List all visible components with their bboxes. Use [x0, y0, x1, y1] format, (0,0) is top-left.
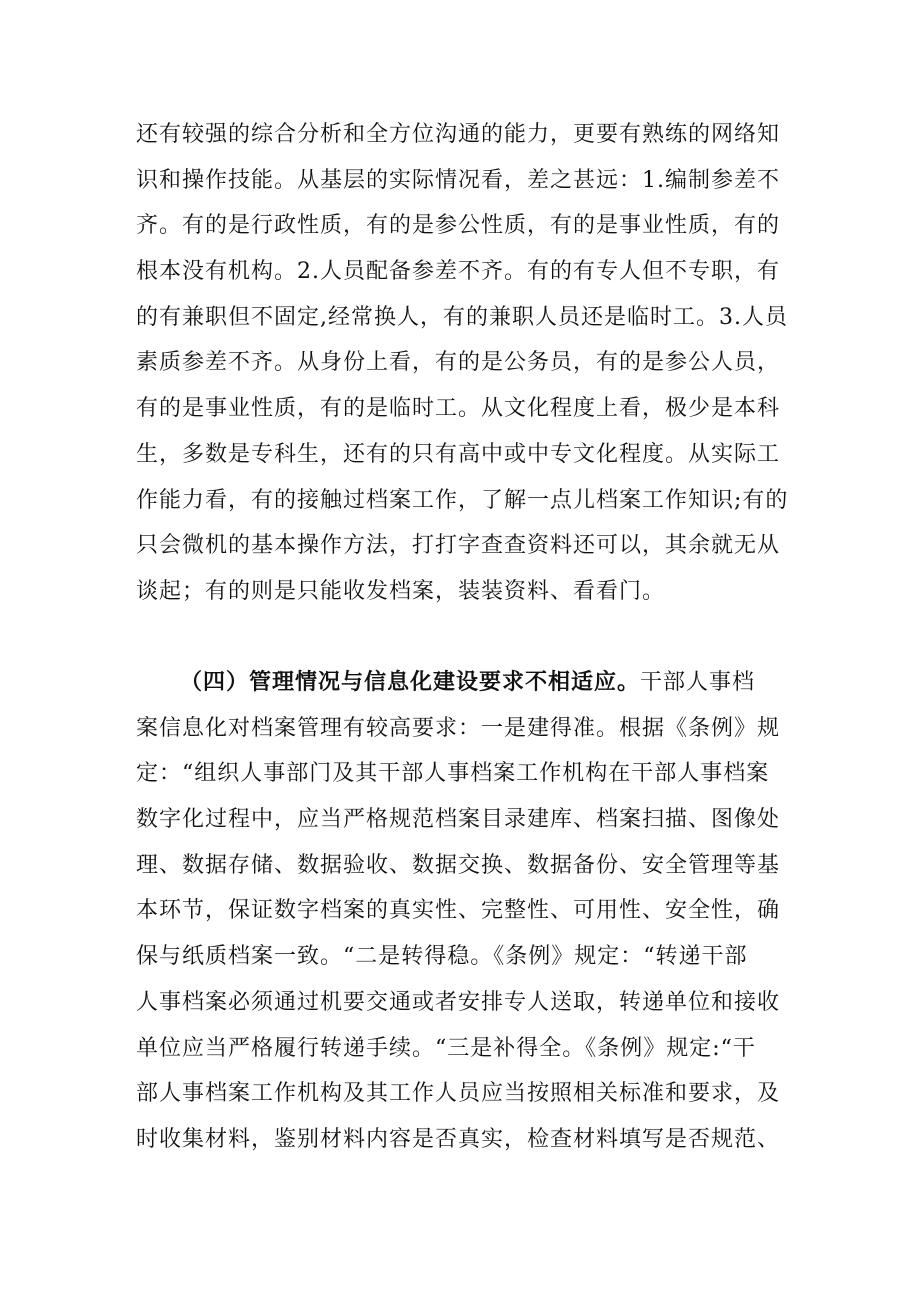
paragraph-1-line: 的有兼职但不固定,经常换人，有的兼职人员还是临时工。3.人员 — [136, 304, 788, 330]
paragraph-1-line: 根本没有机构。2.人员配备参差不齐。有的有专人但不专职，有 — [136, 259, 780, 285]
paragraph-1-line: 素质参差不齐。从身份上看，有的是公务员，有的是参公人员， — [136, 350, 781, 376]
paragraph-2-line: 单位应当严格履行转递手续。“三是补得全。《条例》规定:“干 — [136, 1035, 756, 1061]
paragraph-2-first-line — [136, 660, 786, 706]
paragraph-2-line-start: 干部人事档 — [640, 670, 756, 695]
section-heading: （四）管理情况与信息化建设要求不相适应。 — [180, 669, 641, 695]
paragraph-2-line: 定：“组织人事部门及其干部人事档案工作机构在干部人事档案 — [136, 761, 770, 787]
paragraph-2-line: 数字化过程中，应当严格规范档案目录建库、档案扫描、图像处 — [136, 807, 781, 833]
paragraph-1 — [136, 112, 789, 615]
paragraph-2-line: 保与纸质档案一致。“二是转得稳。《条例》规定：“转递干部 — [136, 944, 748, 970]
paragraph-1-line: 只会微机的基本操作方法，打打字查查资料还可以，其余就无从 — [136, 533, 781, 559]
paragraph-2-line: 人事档案必须通过机要交通或者安排专人送取，转递单位和接收 — [136, 989, 781, 1015]
paragraph-1-line: 作能力看，有的接触过档案工作，了解一点儿档案工作知识;有的 — [136, 487, 789, 513]
paragraph-1-line: 还有较强的综合分析和全方位沟通的能力，更要有熟练的网络知 — [136, 122, 781, 147]
paragraph-1-line: 有的是事业性质，有的是临时工。从文化程度上看，极少是本科 — [136, 396, 781, 422]
paragraph-2-line: 本环节，保证数字档案的真实性、完整性、可用性、安全性，确 — [136, 898, 781, 924]
paragraph-2 — [136, 660, 786, 1163]
paragraph-1-line: 齐。有的是行政性质，有的是参公性质，有的是事业性质，有的 — [136, 213, 781, 239]
paragraph-2-line: 理、数据存储、数据验收、数据交换、数据备份、安全管理等基 — [136, 852, 781, 878]
paragraph-2-line: 时收集材料，鉴别材料内容是否真实，检查材料填写是否规范、 — [136, 1126, 781, 1152]
paragraph-1-line: 生，多数是专科生，还有的只有高中或中专文化程度。从实际工 — [136, 441, 781, 467]
paragraph-2-line: 案信息化对档案管理有较高要求：一是建得准。根据《条例》规 — [136, 715, 781, 741]
paragraph-2-line: 部人事档案工作机构及其工作人员应当按照相关标准和要求，及 — [136, 1081, 781, 1107]
paragraph-1-line: 谈起；有的则是只能收发档案，装装资料、看看门。 — [136, 578, 666, 604]
paragraph-1-line: 识和操作技能。从基层的实际情况看，差之甚远：1.编制参差不 — [136, 167, 780, 193]
